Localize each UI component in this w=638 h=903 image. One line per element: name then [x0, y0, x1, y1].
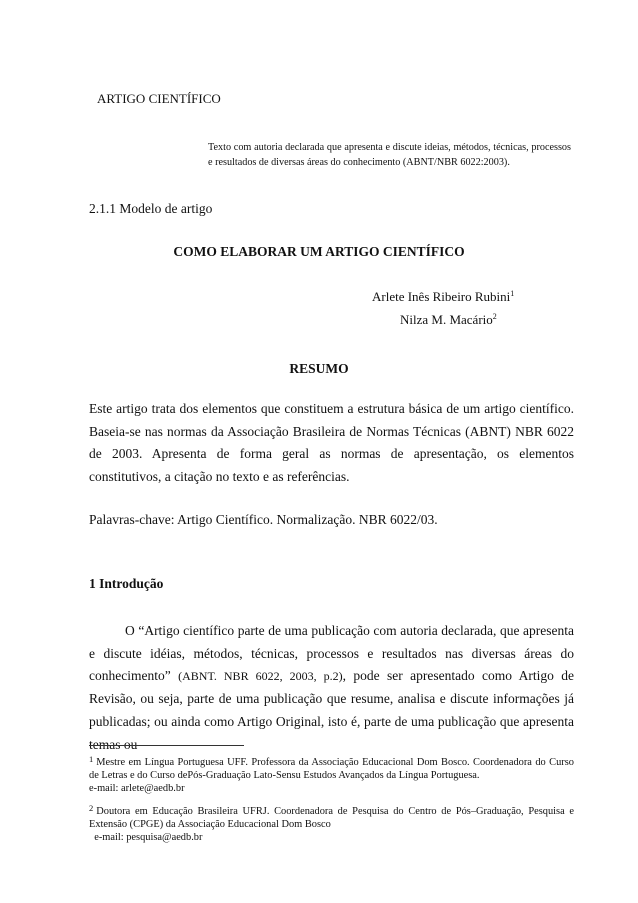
footnote-2-email: e-mail: pesquisa@aedb.br — [94, 832, 203, 843]
keywords-line: Palavras-chave: Artigo Científico. Normalização. NBR 6022/03. — [89, 512, 438, 527]
author-1 — [372, 289, 514, 305]
intro-text-part2: , pode ser apresentado como Artigo de Revisão, ou seja, parte de uma publicação que resume, analisa e discute informações já publicadas; ou ainda como Artigo Original, isto é, parte de uma publicação que apresenta temas ou — [89, 668, 574, 752]
intro-text-part1: O “Artigo científico parte de uma publicação com autoria declarada, que apresenta e discute idéias, métodos, técnicas, processos e resultados nas diversas áreas do conhecimento” — [89, 623, 574, 684]
footnote-1-email: e-mail: arlete@aedb.br — [89, 783, 185, 794]
author-2-name: Nilza M. Macário — [400, 312, 493, 327]
footnote-1-text: Mestre em Língua Portuguesa UFF. Professora da Associação Educacional Dom Bosco. Coordenadora do Curso de Letras e do Curso dePós-Graduação Lato-Sensu Estudos Avançados da Língua Portuguesa. — [89, 757, 574, 781]
footnote-2 — [89, 805, 574, 844]
document-header: ARTIGO CIENTÍFICO — [97, 91, 221, 106]
introduction-paragraph — [89, 620, 574, 756]
abstract-paragraph: Este artigo trata dos elementos que constituem a estrutura básica de um artigo científico. Baseia-se nas normas da Associação Brasileira de Normas Técnicas (ABNT) NBR 6022 de 2003. Apresenta de forma geral as normas de apresentação, os elementos constitutivos, a citação no texto e as referências. — [89, 401, 574, 485]
footnote-2-text: Doutora em Educação Brasileira UFRJ. Coordenadora de Pesquisa do Centro de Pós–Graduação, Pesquisa e Extensão (CPGE) da Associação Educacional Dom Bosco — [89, 806, 574, 830]
footnote-1-mark: 1 — [89, 754, 94, 764]
footnote-1 — [89, 756, 574, 795]
abstract-heading: RESUMO — [289, 361, 349, 376]
author-2 — [400, 312, 497, 328]
article-title: COMO ELABORAR UM ARTIGO CIENTÍFICO — [173, 244, 465, 259]
author-1-footnote-mark: 1 — [510, 289, 515, 298]
footnote-separator — [89, 745, 244, 746]
epigraph-quote: Texto com autoria declarada que apresenta e discute ideias, métodos, técnicas, processos e resultados de diversas áreas do conhecimento (ABNT/NBR 6022:2003). — [208, 142, 571, 168]
intro-citation: (ABNT. NBR 6022, 2003, p.2) — [178, 669, 343, 684]
footnote-2-mark: 2 — [89, 803, 94, 813]
author-1-name: Arlete Inês Ribeiro Rubini — [372, 289, 511, 304]
introduction-heading: 1 Introdução — [89, 576, 164, 591]
section-subheading: 2.1.1 Modelo de artigo — [89, 201, 213, 216]
author-2-footnote-mark: 2 — [492, 312, 497, 321]
